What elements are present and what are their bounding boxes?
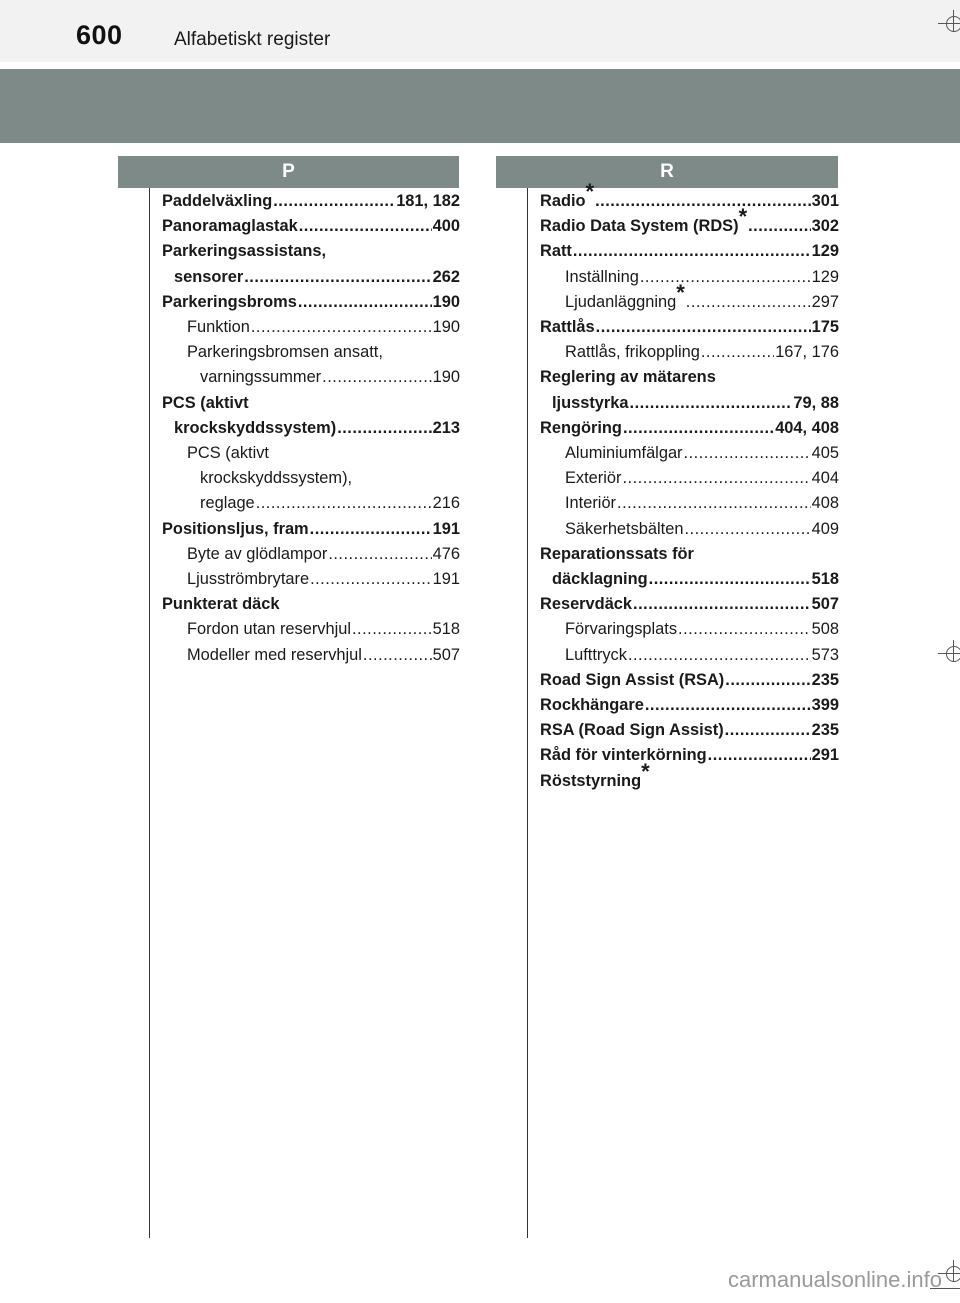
index-subentry: Rattlås, frikoppling ..... 167, 176 (540, 340, 839, 365)
index-entry: Röststyrning* (540, 758, 650, 790)
index-subentry: Interiör ..... 408 (540, 491, 839, 516)
section-title: Alfabetiskt register (174, 29, 331, 50)
index-entry: Road Sign Assist (RSA) ..... 235 (540, 668, 839, 693)
index-subentry: Ljudanläggning* ..... 297 (540, 290, 839, 315)
index-entry: Radio* ..... 301 (540, 189, 839, 214)
index-entry: Reservdäck ..... 507 (540, 592, 839, 617)
index-entry: Ratt ..... 129 (540, 239, 839, 264)
index-subentry: PCS (aktivt (187, 444, 269, 463)
index-subentry: Lufttryck ..... 573 (540, 643, 839, 668)
index-entry: Rattlås ..... 175 (540, 315, 839, 340)
index-entry: krockskyddssystem) ..... 213 (162, 416, 460, 441)
page-number: 600 (76, 20, 123, 50)
index-subentry: Säkerhetsbälten ..... 409 (540, 517, 839, 542)
index-entry: ljusstyrka ..... 79, 88 (540, 391, 839, 416)
header-band (0, 69, 960, 143)
letter-heading-p: P (118, 156, 459, 188)
index-subentry: Byte av glödlampor ..... 476 (162, 542, 460, 567)
page-header-bar (0, 0, 960, 62)
index-entry: Positionsljus, fram ..... 191 (162, 517, 460, 542)
index-entry: Reparationssats för (540, 544, 694, 563)
index-subentry: Funktion ..... 190 (162, 315, 460, 340)
footnote-marker: * (641, 758, 650, 784)
index-column-p (162, 189, 460, 668)
column-divider (149, 188, 150, 1238)
index-subentry: Parkeringsbromsen ansatt, (187, 343, 383, 362)
watermark-text: carmanualsonline.info (727, 1267, 942, 1292)
index-entry: Parkeringsassistans, (162, 242, 327, 261)
index-entry: sensorer ..... 262 (162, 265, 460, 290)
index-subentry: varningssummer ..... 190 (162, 365, 460, 390)
index-entry: Reglering av mätarens (540, 368, 716, 387)
index-entry: PCS (aktivt (162, 393, 249, 412)
index-entry: Punkterat däck (162, 595, 280, 614)
index-subentry: krockskyddssystem), (200, 469, 353, 488)
footnote-marker: * (676, 279, 685, 305)
index-entry: Råd för vinterkörning ..... 291 (540, 743, 839, 768)
index-entry: RSA (Road Sign Assist) ..... 235 (540, 718, 839, 743)
index-entry: Rengöring ..... 404, 408 (540, 416, 839, 441)
index-subentry: Förvaringsplats ..... 508 (540, 617, 839, 642)
index-subentry: Aluminiumfälgar ..... 405 (540, 441, 839, 466)
footnote-marker: * (738, 204, 748, 230)
index-entry: Parkeringsbroms ..... 190 (162, 290, 460, 315)
index-subentry: Inställning ..... 129 (540, 265, 839, 290)
index-subentry: Ljusströmbrytare ..... 191 (162, 567, 460, 592)
column-divider (527, 188, 528, 1238)
index-entry: Paddelväxling ..... 181, 182 (162, 189, 460, 214)
index-subentry: Modeller med reservhjul ..... 507 (162, 643, 460, 668)
index-subentry: Exteriör ..... 404 (540, 466, 839, 491)
footnote-marker: * (585, 179, 595, 204)
index-subentry: Fordon utan reservhjul ..... 518 (162, 617, 460, 642)
index-entry: Radio Data System (RDS)* ..... 302 (540, 214, 839, 239)
index-entry: Panoramaglastak ..... 400 (162, 214, 460, 239)
index-entry: Rockhängare ..... 399 (540, 693, 839, 718)
index-column-r (540, 179, 839, 794)
index-subentry: reglage ..... 216 (162, 491, 460, 516)
letter-heading-r: R (496, 156, 838, 188)
index-entry: däcklagning ..... 518 (540, 567, 839, 592)
